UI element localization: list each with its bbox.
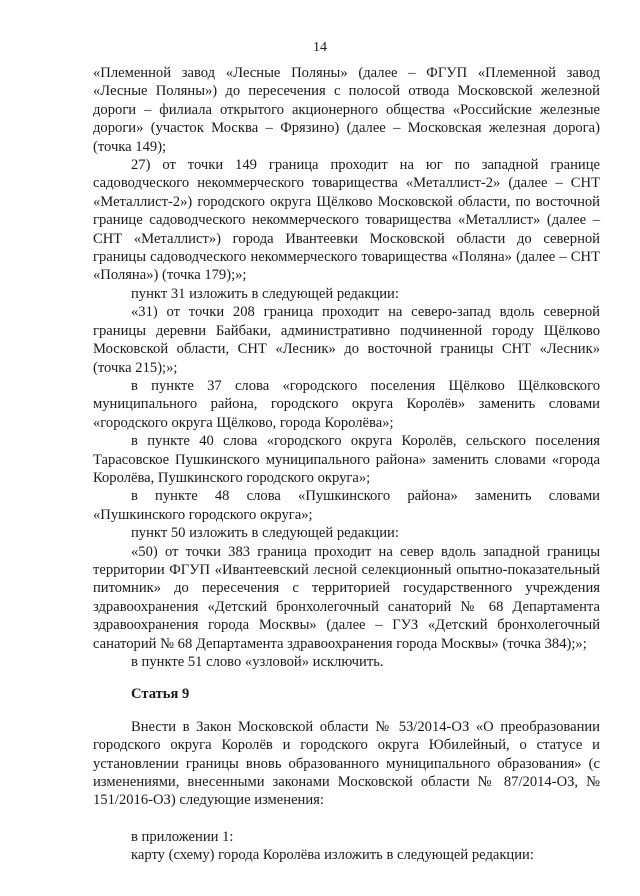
paragraph: в пункте 51 слово «узловой» исключить. xyxy=(131,654,384,670)
paragraph: «50) от точки 383 граница проходит на север вдоль западной границы территории ФГУП «Ивантеевский лесной селекционный опытно-показательный питомник» до пересечения с территорией государственного учреждения здравоохранения «Детский бронхолегочный санаторий № 68 Департамента здравоохранения города Москвы» (далее – ГУЗ «Детский бронхолегочный санаторий № 68 Департамента здравоохранения города Москвы» (точка 384);»; xyxy=(93,543,600,652)
paragraph: в пункте 40 слова «городского округа Королёв, сельского поселения Тарасовское Пушкинского муниципального района» заменить словами «города Королёва, Пушкинского городского округа»; xyxy=(93,433,600,486)
document-body xyxy=(93,64,600,865)
paragraph: пункт 50 изложить в следующей редакции: xyxy=(131,525,399,542)
paragraph: Внести в Закон Московской области № 53/2014-ОЗ «О преобразовании городского округа Королёв и городского округа Юбилейный, о статусе и установлении границы вновь образованного муниципального образования» (с изменениями, внесенными законами Московской области № 87/2014-ОЗ, № 151/2016-ОЗ) следующие изменения: xyxy=(93,718,600,809)
paragraph: в пункте 48 слова «Пушкинского района» заменить словами «Пушкинского городского округа»; xyxy=(93,488,600,523)
paragraph: пункт 31 изложить в следующей редакции: xyxy=(131,285,399,302)
paragraph: «Племенной завод «Лесные Поляны» (далее – ФГУП «Племенной завод «Лесные Поляны») до пересечения с полосой отвода Московской железной дороги – филиала открытого акционерного общества «Российские железные дороги» (участок Москва – Фрязино) (далее – Московская железная дорога) (точка 149); xyxy=(93,65,600,155)
article-heading: Статья 9 xyxy=(131,686,190,703)
paragraph: в пункте 37 слова «городского поселения Щёлково Щёлковского муниципального района, городского округа Королёв» заменить словами «городского округа Щёлково, города Королёва»; xyxy=(93,377,600,431)
paragraph: в приложении 1: xyxy=(131,828,234,845)
paragraph: 27) от точки 149 граница проходит на юг по западной границе садоводческого некоммерческого товарищества «Металлист-2» (далее – СНТ «Металлист-2») городского округа Щёлково Московской области, по восточной границе садоводческого некоммерческого товарищества «Металлист» (далее – СНТ «Металлист») города Ивантеевки Московской области до северной границы садоводческого некоммерческого товарищества «Поляна» (далее – СНТ «Поляна») (точка 179);»; xyxy=(93,157,600,284)
paragraph: «31) от точки 208 граница проходит на северо-запад вдоль северной границы деревни Байбаки, административно подчиненной городу Щёлково Московской области, СНТ «Лесник» до восточной границы СНТ «Лесник» (точка 215);»; xyxy=(93,304,600,376)
page-number: 14 xyxy=(313,40,327,55)
paragraph: карту (схему) города Королёва изложить в следующей редакции: xyxy=(131,847,534,864)
